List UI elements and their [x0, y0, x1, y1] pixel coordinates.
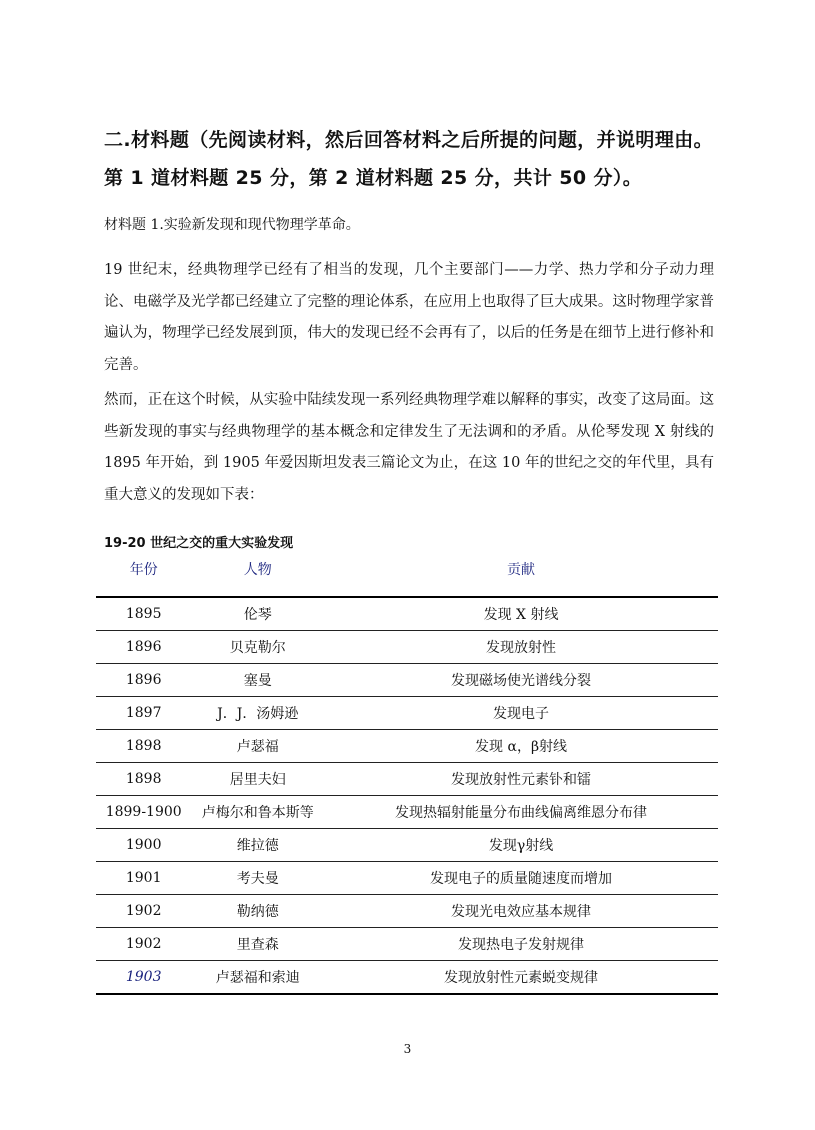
table-row	[96, 597, 718, 631]
table-row	[96, 730, 718, 763]
cell-contribution: 发现放射性元素蜕变规律	[324, 961, 718, 995]
cell-person: 贝克勒尔	[191, 631, 324, 664]
cell-year: 1901	[96, 862, 191, 895]
header-person: 人物	[191, 553, 324, 597]
cell-contribution: 发现 X 射线	[324, 597, 718, 631]
table-row	[96, 763, 718, 796]
cell-person: 卢瑟福和索迪	[191, 961, 324, 995]
cell-contribution: 发现 α，β射线	[324, 730, 718, 763]
cell-year: 1900	[96, 829, 191, 862]
cell-year: 1903	[96, 961, 191, 995]
cell-year: 1896	[96, 664, 191, 697]
table-row	[96, 631, 718, 664]
discoveries-table	[96, 553, 718, 995]
cell-year: 1898	[96, 763, 191, 796]
cell-person: 里查森	[191, 928, 324, 961]
table-row	[96, 895, 718, 928]
cell-person: 维拉德	[191, 829, 324, 862]
cell-contribution: 发现磁场使光谱线分裂	[324, 664, 718, 697]
material-title: 材料题 1.实验新发现和现代物理学革命。	[104, 217, 360, 233]
paragraph-1: 19 世纪末，经典物理学已经有了相当的发现，几个主要部门——力学、热力学和分子动力理论、电磁学及光学都已经建立了完整的理论体系，在应用上也取得了巨大成果。这时物理学家普遍认为，物理学已经发展到顶，伟大的发现已经不会再有了，以后的任务是在细节上进行修补和完善。	[104, 262, 714, 373]
cell-contribution: 发现电子	[324, 697, 718, 730]
table-row	[96, 664, 718, 697]
table-row	[96, 862, 718, 895]
paragraph-2: 然而，正在这个时候，从实验中陆续发现一系列经典物理学难以解释的事实，改变了这局面。这些新发现的事实与经典物理学的基本概念和定律发生了无法调和的矛盾。从伦琴发现 X 射线的 1895 年开始，到 1905 年爱因斯坦发表三篇论文为止，在这 10 年的世纪之交的年代里，具有重大意义的发现如下表：	[104, 392, 714, 503]
table-row	[96, 829, 718, 862]
cell-contribution: 发现热电子发射规律	[324, 928, 718, 961]
cell-contribution: 发现电子的质量随速度而增加	[324, 862, 718, 895]
table-title: 19-20 世纪之交的重大实验发现	[104, 536, 294, 551]
cell-person: 居里夫妇	[191, 763, 324, 796]
cell-contribution: 发现光电效应基本规律	[324, 895, 718, 928]
section-heading: 二.材料题（先阅读材料，然后回答材料之后所提的问题，并说明理由。第 1 道材料题 25 分，第 2 道材料题 25 分，共计 50 分）。	[104, 129, 714, 189]
cell-contribution: 发现γ射线	[324, 829, 718, 862]
cell-year: 1895	[96, 597, 191, 631]
cell-person: 勒纳德	[191, 895, 324, 928]
cell-year: 1902	[96, 928, 191, 961]
table-row	[96, 928, 718, 961]
cell-person: 伦琴	[191, 597, 324, 631]
cell-person: 考夫曼	[191, 862, 324, 895]
cell-contribution: 发现放射性元素钋和镭	[324, 763, 718, 796]
cell-person: 塞曼	[191, 664, 324, 697]
header-contribution: 贡献	[324, 553, 718, 597]
cell-year: 1896	[96, 631, 191, 664]
cell-year: 1902	[96, 895, 191, 928]
table-row	[96, 796, 718, 829]
cell-person: 卢瑟福	[191, 730, 324, 763]
cell-contribution: 发现热辐射能量分布曲线偏离维恩分布律	[324, 796, 718, 829]
table-row	[96, 961, 718, 995]
page-number: 3	[403, 1042, 412, 1056]
cell-year: 1899-1900	[96, 796, 191, 829]
cell-person: J．J．汤姆逊	[191, 697, 324, 730]
cell-year: 1897	[96, 697, 191, 730]
cell-person: 卢梅尔和鲁本斯等	[191, 796, 324, 829]
table-header-row	[96, 553, 718, 597]
cell-contribution: 发现放射性	[324, 631, 718, 664]
table-row	[96, 697, 718, 730]
header-year: 年份	[96, 553, 191, 597]
cell-year: 1898	[96, 730, 191, 763]
